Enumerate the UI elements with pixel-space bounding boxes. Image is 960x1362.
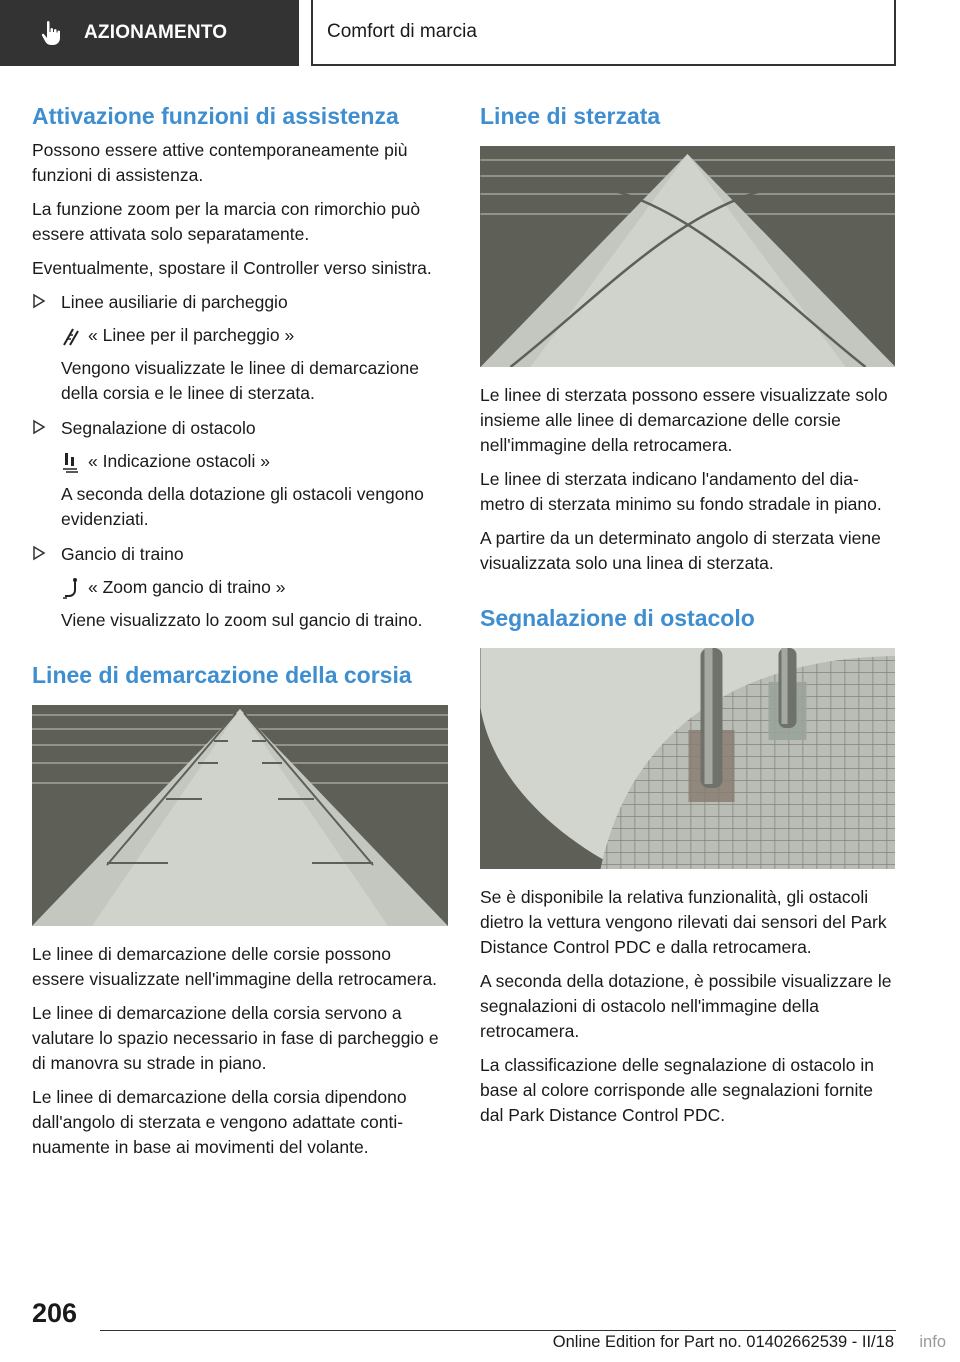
parking-lines-icon bbox=[61, 325, 81, 347]
list-item bbox=[32, 542, 448, 633]
paragraph: Le linee di demarcazione delle corsie possono essere visualizzate nell'immagine della retrocamera. bbox=[32, 944, 438, 989]
paragraph: Possono essere attive contemporaneamente più funzioni di assistenza. bbox=[32, 140, 408, 185]
lane-lines-figure bbox=[32, 705, 448, 926]
paragraph: A seconda della dotazione, è possibile visualizzare le segnalazioni di ostacolo nell'immagine della retrocamera. bbox=[480, 971, 892, 1041]
hand-icon bbox=[38, 19, 66, 47]
paragraph: La classificazione delle segnalazione di ostacolo in base al colore corrisponde alle segnalazioni fornite dal Park Distance Control PDC. bbox=[480, 1055, 874, 1125]
heading-assistance-functions: Attivazione funzioni di assistenza bbox=[32, 103, 399, 129]
menu-entry bbox=[61, 323, 448, 348]
item-title: Gancio di traino bbox=[61, 544, 184, 564]
paragraph: Le linee di demarcazione della corsia dipendono dall'angolo di sterzata e vengono adattate continuamente in base ai movimenti del volante. bbox=[32, 1087, 407, 1157]
list-item bbox=[32, 290, 448, 406]
item-title: Linee ausiliarie di parcheggio bbox=[61, 292, 288, 312]
heading-obstacle-marking: Segnalazione di ostacolo bbox=[480, 605, 755, 631]
watermark: info bbox=[919, 1333, 946, 1351]
chapter-title: Comfort di marcia bbox=[327, 21, 477, 42]
left-column bbox=[32, 100, 448, 1169]
lane-lines-illustration bbox=[32, 705, 448, 926]
menu-label: « Zoom gancio di traino » bbox=[88, 577, 286, 597]
menu-entry bbox=[61, 449, 448, 474]
triangle-bullet-icon bbox=[32, 545, 46, 561]
menu-entry bbox=[61, 575, 448, 600]
paragraph: La funzione zoom per la marcia con rimorchio può essere attivata solo separatamente. bbox=[32, 199, 421, 244]
menu-label: « Linee per il parcheggio » bbox=[88, 325, 295, 345]
menu-label: « Indicazione ostacoli » bbox=[88, 451, 270, 471]
footer-rule bbox=[100, 1330, 896, 1331]
triangle-bullet-icon bbox=[32, 293, 46, 309]
chapter-header bbox=[311, 0, 896, 66]
page-number: 206 bbox=[32, 1298, 78, 1328]
right-column bbox=[480, 100, 896, 1137]
paragraph: Le linee di demarcazione della corsia servono a valutare lo spazio necessario in fase di parcheggio e di manovra su strade in piano. bbox=[32, 1003, 439, 1073]
function-list bbox=[32, 290, 448, 633]
heading-lane-lines: Linee di demarcazione della corsia bbox=[32, 662, 412, 688]
obstacle-marking-figure bbox=[480, 648, 895, 869]
paragraph: Se è disponibile la relativa funzionalità, gli ostacoli dietro la vettura vengono rilevati dai sensori del Park Distance Control PDC e dalla retrocamera. bbox=[480, 887, 887, 957]
paragraph: Le linee di sterzata indicano l'andamento del diametro di sterzata minimo su fondo stradale in piano. bbox=[480, 469, 882, 514]
obstacle-icon bbox=[61, 451, 81, 473]
item-description: Viene visualizzato lo zoom sul gancio di traino. bbox=[61, 610, 423, 630]
steering-lines-figure bbox=[480, 146, 895, 367]
item-description: A seconda della dotazione gli ostacoli vengono evidenziati. bbox=[61, 484, 424, 529]
paragraph: Eventualmente, spostare il Controller verso sinistra. bbox=[32, 258, 432, 278]
heading-steering-lines: Linee di sterzata bbox=[480, 103, 661, 129]
obstacle-marking-illustration bbox=[480, 648, 895, 869]
triangle-bullet-icon bbox=[32, 419, 46, 435]
list-item bbox=[32, 416, 448, 532]
edition-note: Online Edition for Part no. 01402662539 - II/18 bbox=[552, 1333, 894, 1351]
paragraph: A partire da un determinato angolo di sterzata viene visualizzata solo una linea di sterzata. bbox=[480, 528, 881, 573]
item-title: Segnalazione di ostacolo bbox=[61, 418, 256, 438]
section-tab bbox=[0, 0, 299, 66]
section-label: AZIONAMENTO bbox=[84, 22, 228, 43]
tow-hitch-icon bbox=[61, 577, 81, 599]
steering-lines-illustration bbox=[480, 146, 895, 367]
item-description: Vengono visualizzate le linee di demarcazione della corsia e le linee di sterzata. bbox=[61, 358, 420, 403]
paragraph: Le linee di sterzata possono essere visualizzate solo insieme alle linee di demarcazione delle corsie nell'immagine della retrocamera. bbox=[480, 385, 888, 455]
